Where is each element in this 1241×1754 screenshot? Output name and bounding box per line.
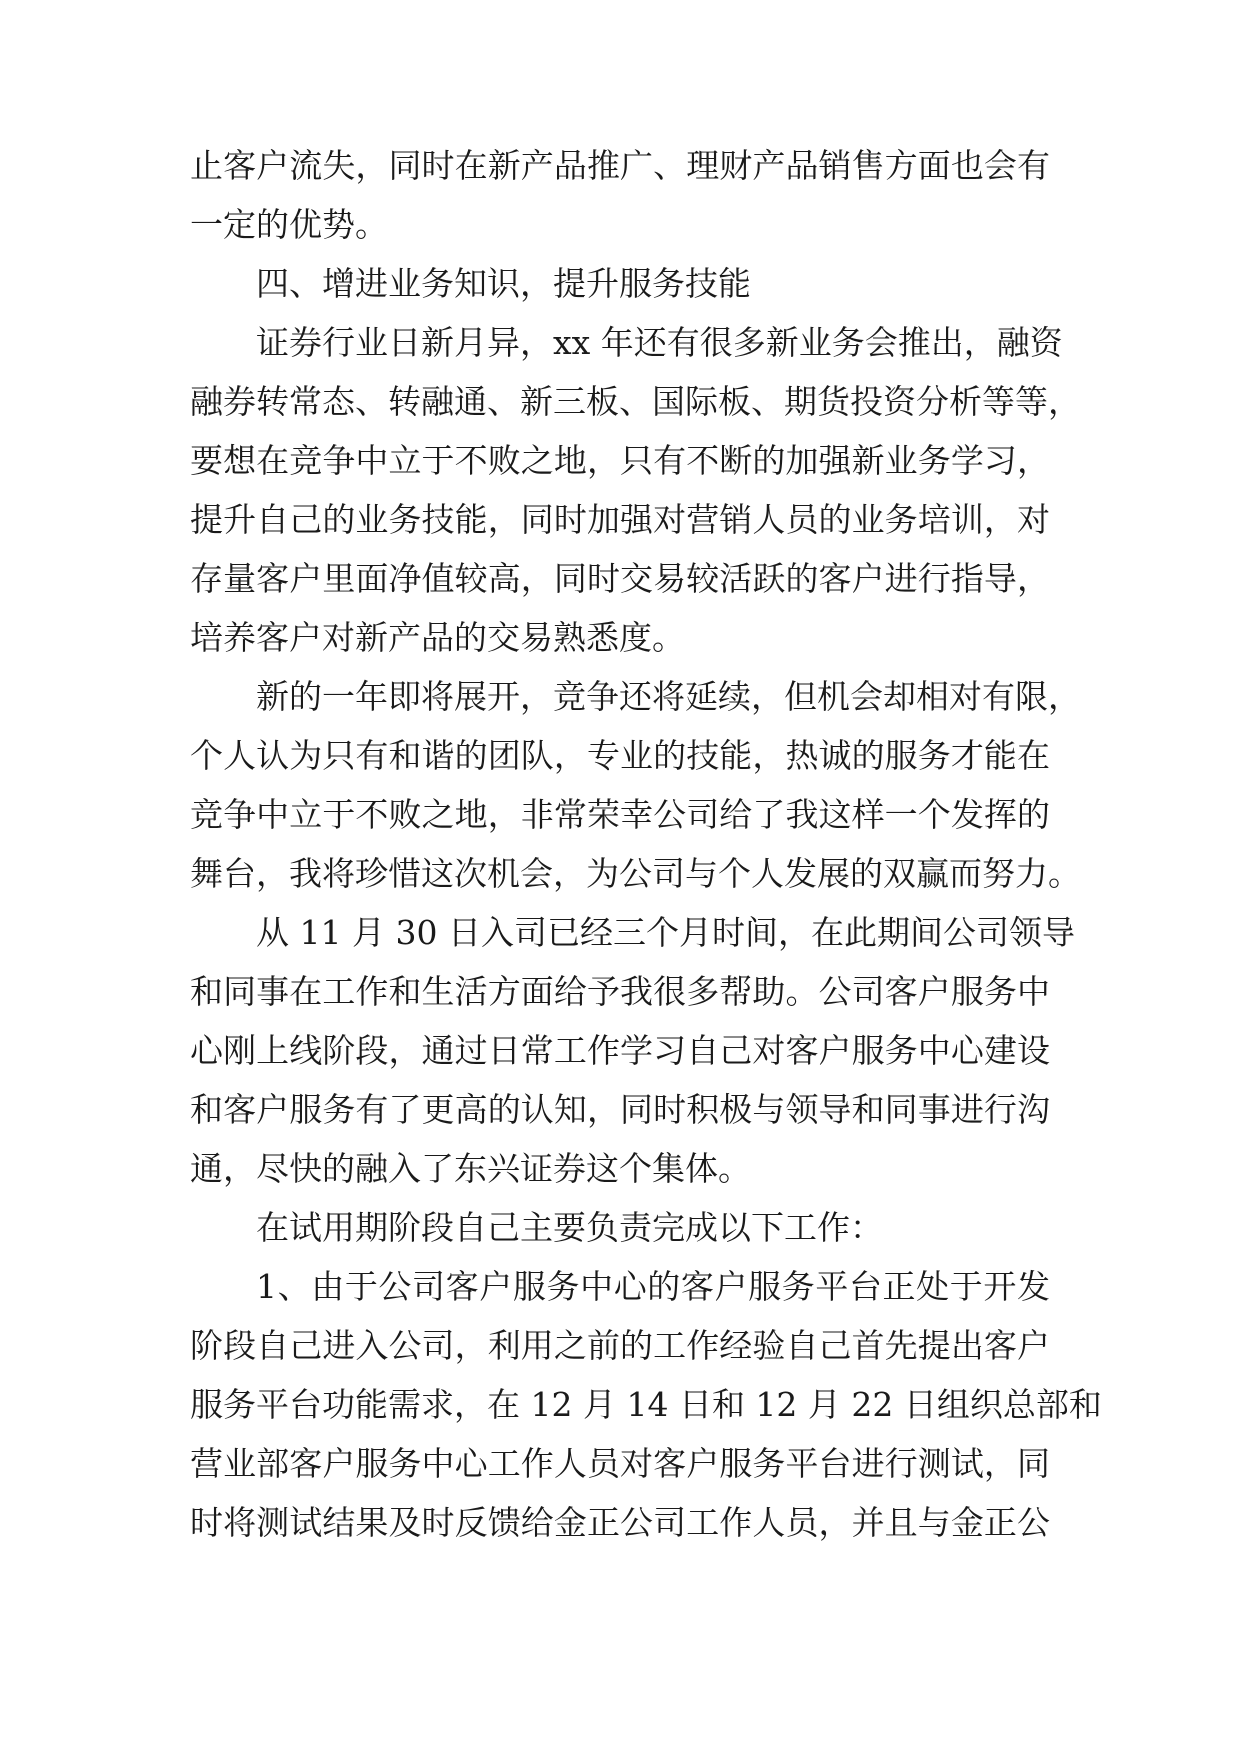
list-item-text: 1、由于公司客户服务中心的客户服务平台正处于开发 xyxy=(256,1267,1050,1306)
text-line: 在试用期阶段自己主要负责完成以下工作： xyxy=(256,1208,883,1247)
text-line: 止客户流失，同时在新产品推广、理财产品销售方面也会有 xyxy=(190,146,1050,185)
text-line: 培养客户对新产品的交易熟悉度。 xyxy=(190,618,685,657)
section-heading: 四、增进业务知识，提升服务技能 xyxy=(256,264,751,303)
text-line: 一定的优势。 xyxy=(190,205,388,244)
text-line: 时将测试结果及时反馈给金正公司工作人员，并且与金正公 xyxy=(190,1503,1050,1542)
text-line: 提升自己的业务技能，同时加强对营销人员的业务培训，对 xyxy=(190,500,1050,539)
text-line: 营业部客户服务中心工作人员对客户服务平台进行测试，同 xyxy=(190,1444,1050,1483)
text-line: 个人认为只有和谐的团队，专业的技能，热诚的服务才能在 xyxy=(190,736,1050,775)
text-line: 存量客户里面净值较高，同时交易较活跃的客户进行指导， xyxy=(190,559,1050,598)
text-line: 新的一年即将展开，竞争还将延续，但机会却相对有限， xyxy=(256,677,1081,716)
text-line: 和同事在工作和生活方面给予我很多帮助。公司客户服务中 xyxy=(190,972,1050,1011)
text-line: 和客户服务有了更高的认知，同时积极与领导和同事进行沟 xyxy=(190,1090,1050,1129)
text-line: 通，尽快的融入了东兴证券这个集体。 xyxy=(190,1149,751,1188)
text-line: 阶段自己进入公司，利用之前的工作经验自己首先提出客户 xyxy=(190,1326,1050,1365)
text-line: 从 11 月 30 日入司已经三个月时间，在此期间公司领导 xyxy=(256,913,1075,952)
text-line: 心刚上线阶段，通过日常工作学习自己对客户服务中心建设 xyxy=(190,1031,1050,1070)
text-line: 融券转常态、转融通、新三板、国际板、期货投资分析等等， xyxy=(190,382,1081,421)
text-line: 要想在竞争中立于不败之地，只有不断的加强新业务学习， xyxy=(190,441,1050,480)
text-line: 服务平台功能需求，在 12 月 14 日和 12 月 22 日组织总部和 xyxy=(190,1385,1102,1424)
text-line: 舞台，我将珍惜这次机会，为公司与个人发展的双赢而努力。 xyxy=(190,854,1081,893)
text-line: 证券行业日新月异，xx 年还有很多新业务会推出，融资 xyxy=(256,323,1063,362)
text-line: 竞争中立于不败之地，非常荣幸公司给了我这样一个发挥的 xyxy=(190,795,1050,834)
